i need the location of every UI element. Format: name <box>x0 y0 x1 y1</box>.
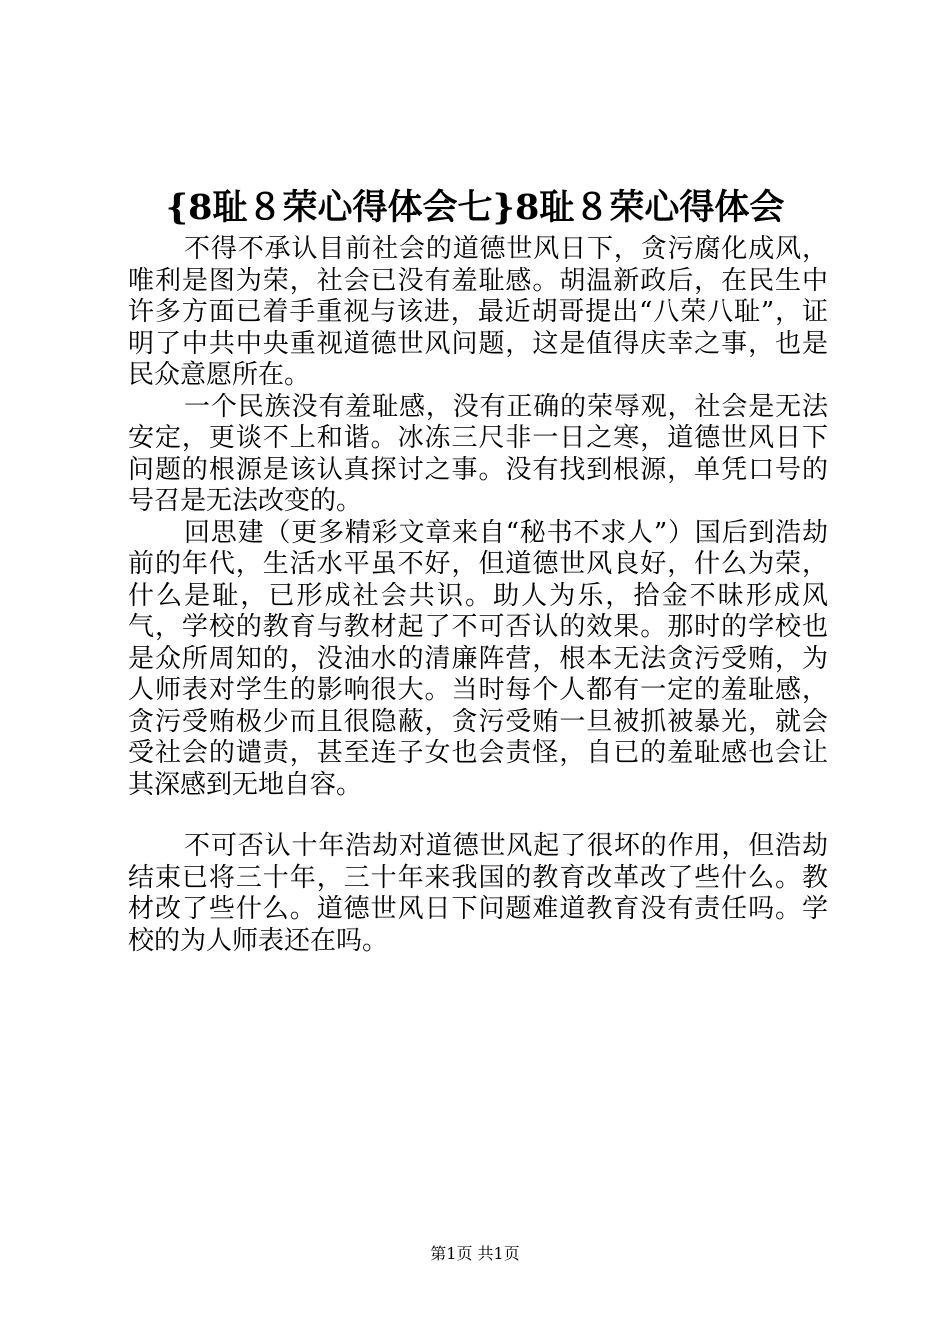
document-body <box>128 234 828 957</box>
paragraph-2: 一个民族没有羞耻感，没有正确的荣辱观，社会是无法安定，更谈不上和谐。冰冻三尺非一日之寒，道德世风日下问题的根源是该认真探讨之事。没有找到根源，单凭口号的号召是无法改变的。 <box>128 391 828 516</box>
paragraph-1: 不得不承认目前社会的道德世风日下，贪污腐化成风，唯利是图为荣，社会已没有羞耻感。胡温新政后，在民生中许多方面已着手重视与该进，最近胡哥提出“八荣八耻”，证明了中共中央重视道德世风问题，这是值得庆幸之事，也是民众意愿所在。 <box>128 234 828 390</box>
paragraph-4: 不可否认十年浩劫对道德世风起了很坏的作用，但浩劫结束已将三十年，三十年来我国的教育改革改了些什么。教材改了些什么。道德世风日下问题难道教育没有责任吗。学校的为人师表还在吗。 <box>128 831 828 956</box>
document-title: {8耻８荣心得体会七}8耻８荣心得体会 <box>165 187 785 228</box>
page-footer: 第1页 共1页 <box>430 1244 520 1263</box>
paragraph-3: 回思建（更多精彩文章来自“秘书不求人”）国后到浩劫前的年代，生活水平虽不好，但道德世风良好，什么为荣，什么是耻，已形成社会共识。助人为乐，拾金不昧形成风气，学校的教育与教材起了不可否认的效果。那时的学校也是众所周知的，没油水的清廉阵营，根本无法贪污受贿，为人师表对学生的影响很大。当时每个人都有一定的羞耻感，贪污受贿极少而且很隐蔽，贪污受贿一旦被抓被暴光，就会受社会的谴责，甚至连子女也会责怪，自已的羞耻感也会让其深感到无地自容。 <box>128 517 828 800</box>
